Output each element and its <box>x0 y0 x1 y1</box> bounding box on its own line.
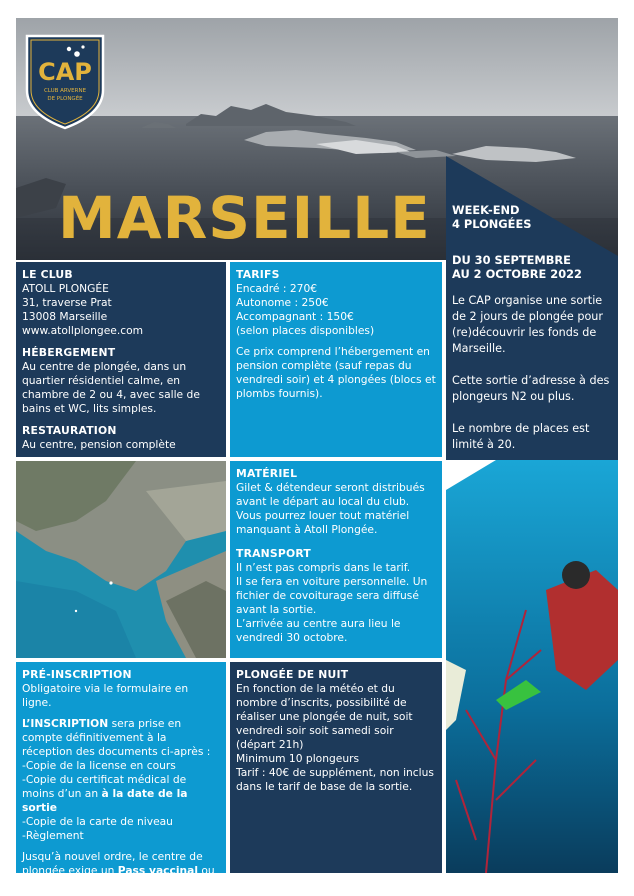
club-panel <box>16 262 226 457</box>
covid-text <box>22 850 220 892</box>
transport-line3: L’arrivée au centre aura lieu le vendredi 30 octobre. <box>236 617 401 644</box>
covid-a: Jusqu’à nouvel ordre, le centre de plongée exige un <box>22 850 203 877</box>
tarif-autonome: Autonome : 250€ <box>236 296 329 309</box>
side-tag1: WEEK-END <box>452 203 520 217</box>
transport-line2: Il se fera en voiture personnelle. Un fichier de covoiturage sera diffusé avant la sortie. <box>236 575 428 616</box>
inscription-bold: L’INSCRIPTION <box>22 717 109 730</box>
food-text: Au centre, pension complète <box>22 438 176 451</box>
side-tag2: 4 PLONGÉES <box>452 217 532 231</box>
doc-license: -Copie de la license en cours <box>22 759 176 772</box>
tarif-accompagnant: Accompagnant : 150€ <box>236 310 354 323</box>
preinscription-text: Obligatoire via le formulaire en ligne. <box>22 682 189 709</box>
logo-acronym: CAP <box>38 58 92 86</box>
side-banner <box>452 203 616 453</box>
side-places: Le nombre de places est limité à 20. <box>452 422 590 451</box>
covid-c: ou un <box>22 864 215 891</box>
doc-payment: -Règlement <box>22 829 84 842</box>
nuit-minimum: Minimum 10 plongeurs <box>236 752 360 765</box>
doc-certificate <box>22 773 220 815</box>
inscription-text <box>22 717 220 759</box>
club-street: 31, traverse Prat <box>22 296 112 309</box>
materiel-panel <box>230 461 442 658</box>
tarifs-note: Ce prix comprend l’hébergement en pension complète (sauf repas du vendredi soir) et 4 plongées (blocs et plombs fournis). <box>236 345 436 400</box>
lodging-heading: HÉBERGEMENT <box>22 346 116 359</box>
covid-e: de moins de 24h <box>90 878 184 891</box>
transport-heading: TRANSPORT <box>236 547 311 560</box>
side-level: Cette sortie d’adresse à des plongeurs N2 ou plus. <box>452 374 610 403</box>
materiel-text: Gilet & détendeur seront distribués avant le départ au local du club. Vous pourrez louer tout matériel manquant à Atoll Plongée. <box>236 481 425 536</box>
club-logo <box>25 34 105 130</box>
logo-line2: DE PLONGÉE <box>47 96 83 102</box>
logo-line1: CLUB ARVERNE <box>43 88 87 94</box>
doc-level-card: -Copie de la carte de niveau <box>22 815 173 828</box>
tarifs-heading: TARIFS <box>236 268 280 281</box>
club-city: 13008 Marseille <box>22 310 108 323</box>
covid-pass: Pass vaccinal <box>117 864 198 877</box>
tarif-encadre: Encadré : 270€ <box>236 282 318 295</box>
food-heading: RESTAURATION <box>22 424 117 437</box>
side-intro: Le CAP organise une sortie de 2 jours de plongée pour (re)découvrir les fonds de Marseille. <box>452 294 603 355</box>
calanque-photo <box>16 461 226 658</box>
diver-photo <box>446 460 618 873</box>
nuit-text: En fonction de la météo et du nombre d’inscrits, possibilité de réaliser une plongée de nuit, soit vendredi soir soit samedi soir (départ 21h) <box>236 682 413 751</box>
side-date1: DU 30 SEPTEMBRE <box>452 253 571 267</box>
lodging-text: Au centre de plongée, dans un quartier résidentiel calme, en chambre de 2 ou 4, avec salle de bains et WC, lits simples. <box>22 360 200 415</box>
logo-shield <box>25 34 105 130</box>
materiel-heading: MATÉRIEL <box>236 467 298 480</box>
covid-pcr: test PCR <box>38 878 91 891</box>
doc-certificate-bold: à la date de la sortie <box>22 787 188 814</box>
club-heading: LE CLUB <box>22 268 73 281</box>
preinscription-panel <box>16 662 226 891</box>
nuit-panel <box>230 662 442 873</box>
nuit-tarif: Tarif : 40€ de supplément, non inclus dans le tarif de base de la sortie. <box>236 766 434 793</box>
tarif-availability: (selon places disponibles) <box>236 324 375 337</box>
tarifs-panel <box>230 262 442 457</box>
nuit-heading: PLONGÉE DE NUIT <box>236 668 349 681</box>
page-title: MARSEILLE <box>58 184 431 252</box>
side-date2: AU 2 OCTOBRE 2022 <box>452 267 582 281</box>
club-name: ATOLL PLONGÉE <box>22 282 109 295</box>
inscription-rest: sera prise en compte définitivement à la réception des documents ci-après : <box>22 717 211 758</box>
club-website: www.atollplongee.com <box>22 324 144 337</box>
transport-line1: Il n’est pas compris dans le tarif. <box>236 561 411 574</box>
doc-certificate-text: -Copie du certificat médical de moins d’un an <box>22 773 187 800</box>
preinscription-heading: PRÉ-INSCRIPTION <box>22 668 132 681</box>
